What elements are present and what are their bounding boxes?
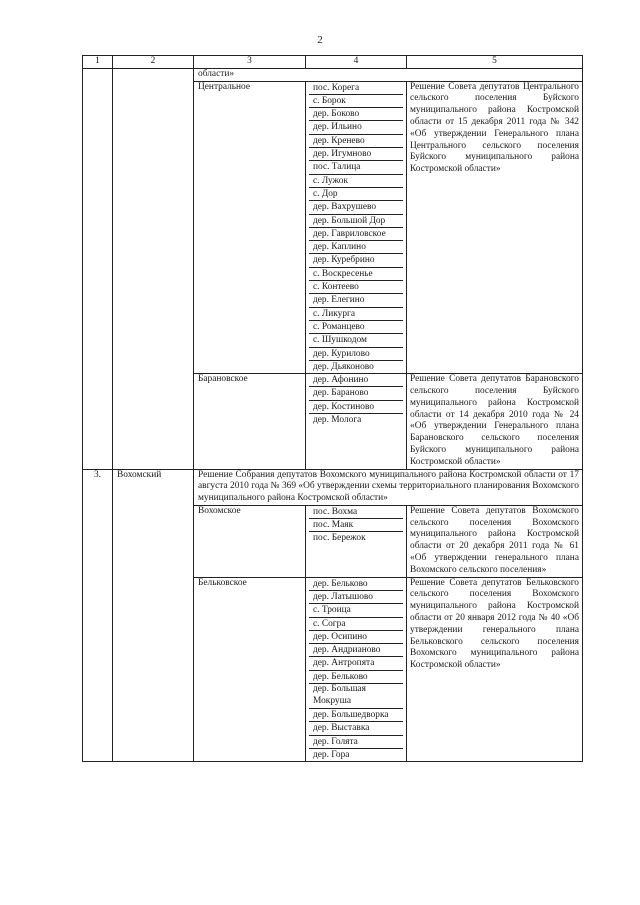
village-row xyxy=(309,254,403,267)
village-row xyxy=(309,684,403,709)
district-name: Вохомский xyxy=(113,469,194,762)
district-cell xyxy=(113,68,194,469)
village-name: пос. Маяк xyxy=(309,519,403,532)
village-row xyxy=(309,281,403,294)
village-name: с. Лужок xyxy=(309,174,403,187)
village-row xyxy=(309,161,403,174)
village-row xyxy=(309,630,403,643)
village-list-cell xyxy=(306,505,407,577)
village-name: дер. Елегино xyxy=(309,294,403,307)
village-name: дер. Курилово xyxy=(309,347,403,360)
continuation-text: области» xyxy=(194,68,583,81)
village-name: дер. Осипино xyxy=(309,630,403,643)
settlement-name: Барановское xyxy=(194,374,306,469)
village-name: дер. Бельково xyxy=(309,578,403,591)
village-row xyxy=(309,360,403,373)
village-name: дер. Костиново xyxy=(309,400,403,413)
village-row xyxy=(309,294,403,307)
village-name: дер. Выставка xyxy=(309,722,403,735)
village-name: с. Ликурга xyxy=(309,307,403,320)
row-number-cell xyxy=(83,68,113,469)
village-row xyxy=(309,134,403,147)
column-header: 5 xyxy=(407,56,583,69)
village-name: пос. Бережок xyxy=(313,533,366,544)
column-header: 2 xyxy=(113,56,194,69)
village-row xyxy=(309,374,403,387)
settlement-name: Вохомское xyxy=(194,505,306,577)
village-row xyxy=(309,735,403,748)
village-name: дер. Большой Дор xyxy=(309,214,403,227)
settlement-name: Центральное xyxy=(194,81,306,374)
village-name: дер. Игумново xyxy=(309,148,403,161)
village-list-cell xyxy=(306,374,407,469)
village-row xyxy=(309,267,403,280)
village-name: пос. Талица xyxy=(309,161,403,174)
village-name: дер. Гавриловское xyxy=(309,227,403,240)
village-row xyxy=(309,657,403,670)
village-name: дер. Антропята xyxy=(309,657,403,670)
row-number: 3. xyxy=(83,469,113,762)
village-name: дер. Каплино xyxy=(309,241,403,254)
village-name: пос. Корега xyxy=(309,82,403,95)
continuation-row xyxy=(83,68,583,81)
village-row xyxy=(309,94,403,107)
village-name: дер. Бараново xyxy=(309,387,403,400)
column-header: 4 xyxy=(306,56,407,69)
village-name: с. Согра xyxy=(309,617,403,630)
village-row xyxy=(309,590,403,603)
village-name: дер. Дьяконово xyxy=(313,361,374,372)
decision-text: Решение Совета депутатов Вохомского сельского поселения Вохомского муниципального района Костромской области от 20 декабря 2011 года № 61 «Об утверждении генерального плана Вохомского сельского поселения» xyxy=(407,505,583,577)
village-list xyxy=(309,374,403,426)
column-header: 1 xyxy=(83,56,113,69)
village-list xyxy=(309,82,403,374)
district-decision: Решение Собрания депутатов Вохомского муниципального района Костромской области от 17 августа 2010 года № 369 «Об утверждении схемы территориального планирования Вохомского муниципального района Костромской области» xyxy=(194,469,583,505)
village-row xyxy=(309,387,403,400)
district-row xyxy=(83,469,583,505)
village-row xyxy=(309,121,403,134)
village-row xyxy=(309,148,403,161)
village-list xyxy=(309,506,403,545)
village-name: с. Воскресенье xyxy=(309,267,403,280)
village-row xyxy=(309,214,403,227)
village-row xyxy=(309,617,403,630)
decision-text: Решение Совета депутатов Бельковского сельского поселения Вохомского муниципального района Костромской области от 20 января 2012 года № 40 «Об утверждении генерального плана Бельковского сельского поселения Вохомского муниципального района Костромской области» xyxy=(407,577,583,762)
village-name: дер. Боково xyxy=(309,108,403,121)
village-row xyxy=(309,519,403,532)
village-row xyxy=(309,307,403,320)
village-name: дер. Гора xyxy=(313,749,350,760)
village-row xyxy=(309,578,403,591)
village-name: с. Дор xyxy=(309,187,403,200)
column-header: 3 xyxy=(194,56,306,69)
village-row xyxy=(309,670,403,683)
village-row xyxy=(309,320,403,333)
village-row xyxy=(309,709,403,722)
decision-text: Решение Совета депутатов Барановского сельского поселения Буйского муниципального района Костромской области от 14 декабря 2010 года № 24 «Об утверждении Генерального плана Барановского сельского поселения Буйского муниципального района Костромской области» xyxy=(407,374,583,469)
village-row xyxy=(309,227,403,240)
village-name: с. Троица xyxy=(309,604,403,617)
village-name: дер. Андрианово xyxy=(309,644,403,657)
village-row xyxy=(309,187,403,200)
village-name: дер. Большая Мокруша xyxy=(309,684,403,709)
village-name: дер. Ильино xyxy=(309,121,403,134)
village-row xyxy=(309,506,403,519)
village-name: дер. Молога xyxy=(313,415,362,426)
village-row xyxy=(309,644,403,657)
village-name: дер. Куребрино xyxy=(309,254,403,267)
village-name: дер. Вахрушево xyxy=(309,201,403,214)
village-name: дер. Кренево xyxy=(309,134,403,147)
village-row xyxy=(309,414,403,427)
settlements-table xyxy=(82,55,583,762)
page-number: 2 xyxy=(317,34,323,46)
village-row xyxy=(309,82,403,95)
village-name: дер. Голята xyxy=(309,735,403,748)
village-row xyxy=(309,400,403,413)
village-row xyxy=(309,532,403,545)
header-row xyxy=(83,56,583,69)
village-row xyxy=(309,604,403,617)
village-name: с. Контеево xyxy=(309,281,403,294)
village-name: пос. Вохма xyxy=(309,506,403,519)
village-row xyxy=(309,334,403,347)
village-row xyxy=(309,174,403,187)
village-list-cell xyxy=(306,81,407,374)
village-name: дер. Большедворка xyxy=(309,709,403,722)
village-row xyxy=(309,241,403,254)
village-row xyxy=(309,108,403,121)
village-list xyxy=(309,578,403,762)
village-row xyxy=(309,748,403,761)
village-list-cell xyxy=(306,577,407,762)
settlement-name: Бельковское xyxy=(194,577,306,762)
village-row xyxy=(309,347,403,360)
village-row xyxy=(309,722,403,735)
village-name: дер. Афонино xyxy=(309,374,403,387)
decision-text: Решение Совета депутатов Центрального сельского поселения Буйского муниципального района Костромской области от 15 декабря 2011 года № 342 «Об утверждении Генерального плана Центрального сельского поселения Буйского муниципального района Костромской области» xyxy=(407,81,583,374)
village-name: дер. Бельково xyxy=(309,670,403,683)
village-name: с. Романцево xyxy=(309,320,403,333)
village-name: с. Шушкодом xyxy=(309,334,403,347)
village-row xyxy=(309,201,403,214)
village-name: с. Борок xyxy=(309,94,403,107)
village-name: дер. Латышово xyxy=(309,590,403,603)
